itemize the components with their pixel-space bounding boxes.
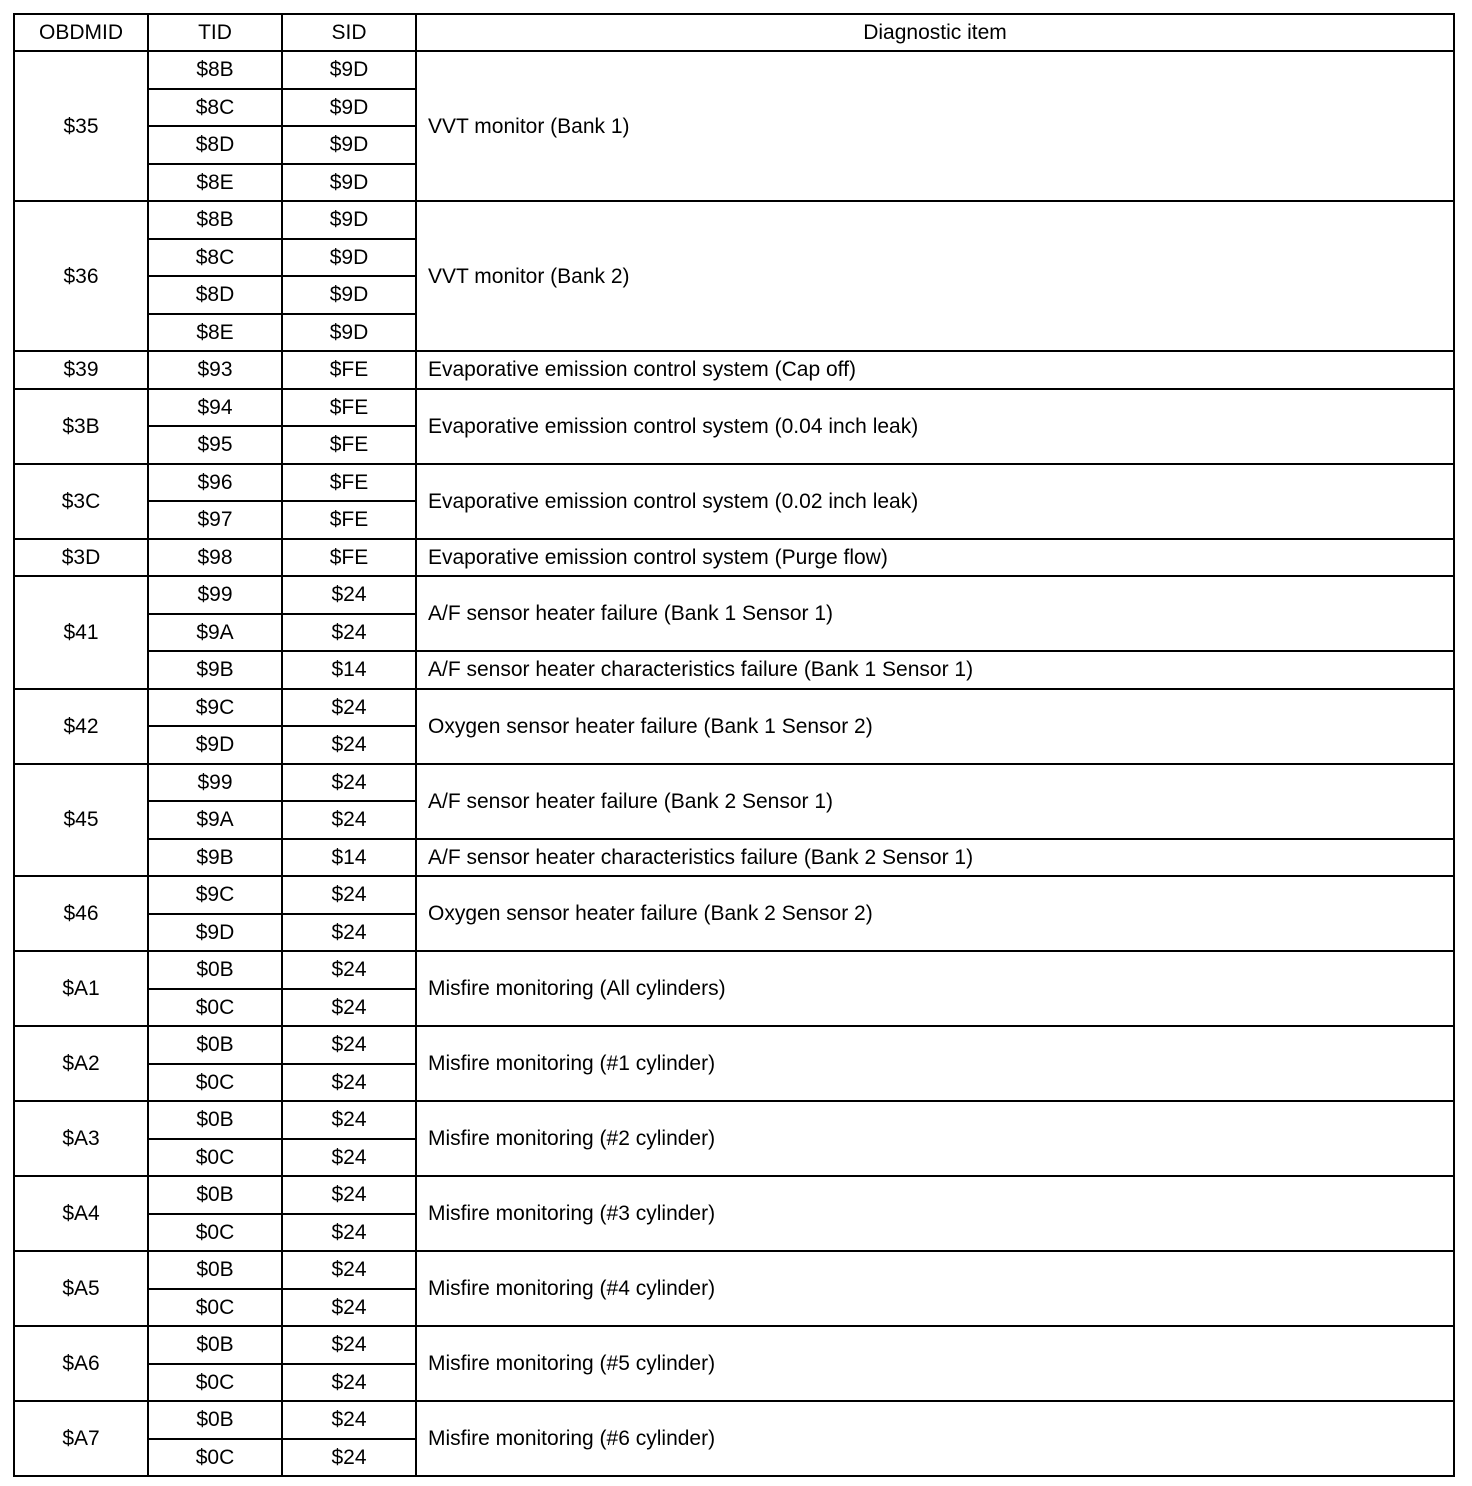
obdmid-cell: $A1	[14, 951, 148, 1026]
sid-cell: $14	[282, 651, 416, 689]
diagnostic-item-cell: A/F sensor heater failure (Bank 1 Sensor 1)	[416, 576, 1454, 651]
tid-cell: $99	[148, 576, 282, 614]
table-row	[14, 876, 1454, 914]
tid-cell: $94	[148, 389, 282, 427]
table-row	[14, 464, 1454, 502]
tid-cell: $97	[148, 501, 282, 539]
sid-cell: $FE	[282, 539, 416, 577]
obdmid-cell: $A6	[14, 1326, 148, 1401]
tid-cell: $9D	[148, 726, 282, 764]
tid-cell: $9B	[148, 651, 282, 689]
obdmid-cell: $3C	[14, 464, 148, 539]
sid-cell: $24	[282, 1026, 416, 1064]
sid-cell: $9D	[282, 201, 416, 239]
obdmid-cell: $36	[14, 201, 148, 351]
diagnostic-item-cell: Misfire monitoring (#5 cylinder)	[416, 1326, 1454, 1401]
tid-cell: $8C	[148, 239, 282, 277]
diagnostic-item-cell: Misfire monitoring (#6 cylinder)	[416, 1401, 1454, 1476]
sid-cell: $24	[282, 801, 416, 839]
tid-cell: $0B	[148, 1176, 282, 1214]
sid-cell: $24	[282, 614, 416, 652]
diagnostic-item-cell: Evaporative emission control system (0.02 inch leak)	[416, 464, 1454, 539]
tid-cell: $0B	[148, 1026, 282, 1064]
sid-cell: $24	[282, 1139, 416, 1177]
tid-cell: $8B	[148, 51, 282, 89]
tid-cell: $8D	[148, 126, 282, 164]
tid-cell: $99	[148, 764, 282, 802]
tid-cell: $0C	[148, 1064, 282, 1102]
sid-cell: $24	[282, 1214, 416, 1252]
sid-cell: $9D	[282, 126, 416, 164]
header-row	[14, 14, 1454, 51]
obdmid-cell: $42	[14, 689, 148, 764]
tid-cell: $8B	[148, 201, 282, 239]
obdmid-cell: $46	[14, 876, 148, 951]
diagnostic-item-cell: Misfire monitoring (#4 cylinder)	[416, 1251, 1454, 1326]
tid-cell: $96	[148, 464, 282, 502]
tid-cell: $8D	[148, 276, 282, 314]
sid-cell: $24	[282, 1401, 416, 1439]
diagnostic-item-cell: Evaporative emission control system (Cap off)	[416, 351, 1454, 389]
diagnostic-item-cell: Misfire monitoring (#3 cylinder)	[416, 1176, 1454, 1251]
table-row	[14, 1176, 1454, 1214]
table-row	[14, 539, 1454, 577]
table-row	[14, 51, 1454, 89]
obdmid-cell: $41	[14, 576, 148, 689]
sid-cell: $9D	[282, 239, 416, 277]
obdmid-cell: $45	[14, 764, 148, 877]
obdmid-cell: $A3	[14, 1101, 148, 1176]
table-row	[14, 1101, 1454, 1139]
tid-cell: $0B	[148, 1401, 282, 1439]
table-row	[14, 1401, 1454, 1439]
table-row	[14, 689, 1454, 727]
sid-cell: $14	[282, 839, 416, 877]
sid-cell: $24	[282, 1064, 416, 1102]
tid-cell: $0C	[148, 1139, 282, 1177]
sid-cell: $9D	[282, 89, 416, 127]
obdmid-cell: $A5	[14, 1251, 148, 1326]
diagnostic-item-cell: Evaporative emission control system (Purge flow)	[416, 539, 1454, 577]
header-tid: TID	[148, 14, 282, 51]
tid-cell: $9C	[148, 689, 282, 727]
sid-cell: $24	[282, 951, 416, 989]
diagnostic-item-cell: Misfire monitoring (#2 cylinder)	[416, 1101, 1454, 1176]
tid-cell: $98	[148, 539, 282, 577]
tid-cell: $0B	[148, 1101, 282, 1139]
sid-cell: $24	[282, 1251, 416, 1289]
sid-cell: $24	[282, 1101, 416, 1139]
tid-cell: $0B	[148, 951, 282, 989]
tid-cell: $93	[148, 351, 282, 389]
tid-cell: $9C	[148, 876, 282, 914]
tid-cell: $8C	[148, 89, 282, 127]
sid-cell: $24	[282, 876, 416, 914]
sid-cell: $24	[282, 914, 416, 952]
diagnostic-item-cell: Misfire monitoring (All cylinders)	[416, 951, 1454, 1026]
diagnostic-item-cell: VVT monitor (Bank 2)	[416, 201, 1454, 351]
header-obdmid: OBDMID	[14, 14, 148, 51]
table-row	[14, 1326, 1454, 1364]
sid-cell: $FE	[282, 389, 416, 427]
obdmid-cell: $3D	[14, 539, 148, 577]
sid-cell: $FE	[282, 351, 416, 389]
sid-cell: $24	[282, 1176, 416, 1214]
table-row	[14, 576, 1454, 614]
sid-cell: $24	[282, 576, 416, 614]
table-row	[14, 764, 1454, 802]
obdmid-cell: $A7	[14, 1401, 148, 1476]
table-row	[14, 351, 1454, 389]
obdmid-table	[13, 13, 1455, 1477]
sid-cell: $FE	[282, 426, 416, 464]
sid-cell: $9D	[282, 276, 416, 314]
sid-cell: $24	[282, 764, 416, 802]
diagnostic-item-cell: A/F sensor heater failure (Bank 2 Sensor 1)	[416, 764, 1454, 839]
obdmid-cell: $39	[14, 351, 148, 389]
tid-cell: $95	[148, 426, 282, 464]
table-row	[14, 651, 1454, 689]
tid-cell: $0B	[148, 1326, 282, 1364]
sid-cell: $FE	[282, 501, 416, 539]
sid-cell: $9D	[282, 51, 416, 89]
sid-cell: $FE	[282, 464, 416, 502]
sid-cell: $24	[282, 689, 416, 727]
diagnostic-item-cell: Oxygen sensor heater failure (Bank 1 Sensor 2)	[416, 689, 1454, 764]
obdmid-cell: $3B	[14, 389, 148, 464]
diagnostic-item-cell: Misfire monitoring (#1 cylinder)	[416, 1026, 1454, 1101]
tid-cell: $0C	[148, 1364, 282, 1402]
tid-cell: $8E	[148, 164, 282, 202]
tid-cell: $9A	[148, 801, 282, 839]
diagnostic-item-cell: Oxygen sensor heater failure (Bank 2 Sensor 2)	[416, 876, 1454, 951]
sid-cell: $9D	[282, 314, 416, 352]
obdmid-cell: $A2	[14, 1026, 148, 1101]
table-row	[14, 1026, 1454, 1064]
diagnostic-item-cell: A/F sensor heater characteristics failure (Bank 1 Sensor 1)	[416, 651, 1454, 689]
table-row	[14, 1251, 1454, 1289]
tid-cell: $9B	[148, 839, 282, 877]
obdmid-cell: $A4	[14, 1176, 148, 1251]
diagnostic-item-cell: A/F sensor heater characteristics failure (Bank 2 Sensor 1)	[416, 839, 1454, 877]
sid-cell: $24	[282, 1439, 416, 1477]
header-sid: SID	[282, 14, 416, 51]
tid-cell: $0B	[148, 1251, 282, 1289]
tid-cell: $8E	[148, 314, 282, 352]
diagnostic-item-cell: Evaporative emission control system (0.04 inch leak)	[416, 389, 1454, 464]
sid-cell: $24	[282, 1364, 416, 1402]
sid-cell: $24	[282, 989, 416, 1027]
header-diagnostic-item: Diagnostic item	[416, 14, 1454, 51]
tid-cell: $9D	[148, 914, 282, 952]
sid-cell: $24	[282, 1289, 416, 1327]
sid-cell: $24	[282, 1326, 416, 1364]
table-row	[14, 839, 1454, 877]
table-row	[14, 389, 1454, 427]
tid-cell: $0C	[148, 989, 282, 1027]
sid-cell: $9D	[282, 164, 416, 202]
sid-cell: $24	[282, 726, 416, 764]
tid-cell: $0C	[148, 1214, 282, 1252]
tid-cell: $0C	[148, 1289, 282, 1327]
tid-cell: $0C	[148, 1439, 282, 1477]
table-body	[14, 51, 1454, 1476]
tid-cell: $9A	[148, 614, 282, 652]
diagnostic-item-cell: VVT monitor (Bank 1)	[416, 51, 1454, 201]
table-row	[14, 201, 1454, 239]
obdmid-cell: $35	[14, 51, 148, 201]
table-row	[14, 951, 1454, 989]
